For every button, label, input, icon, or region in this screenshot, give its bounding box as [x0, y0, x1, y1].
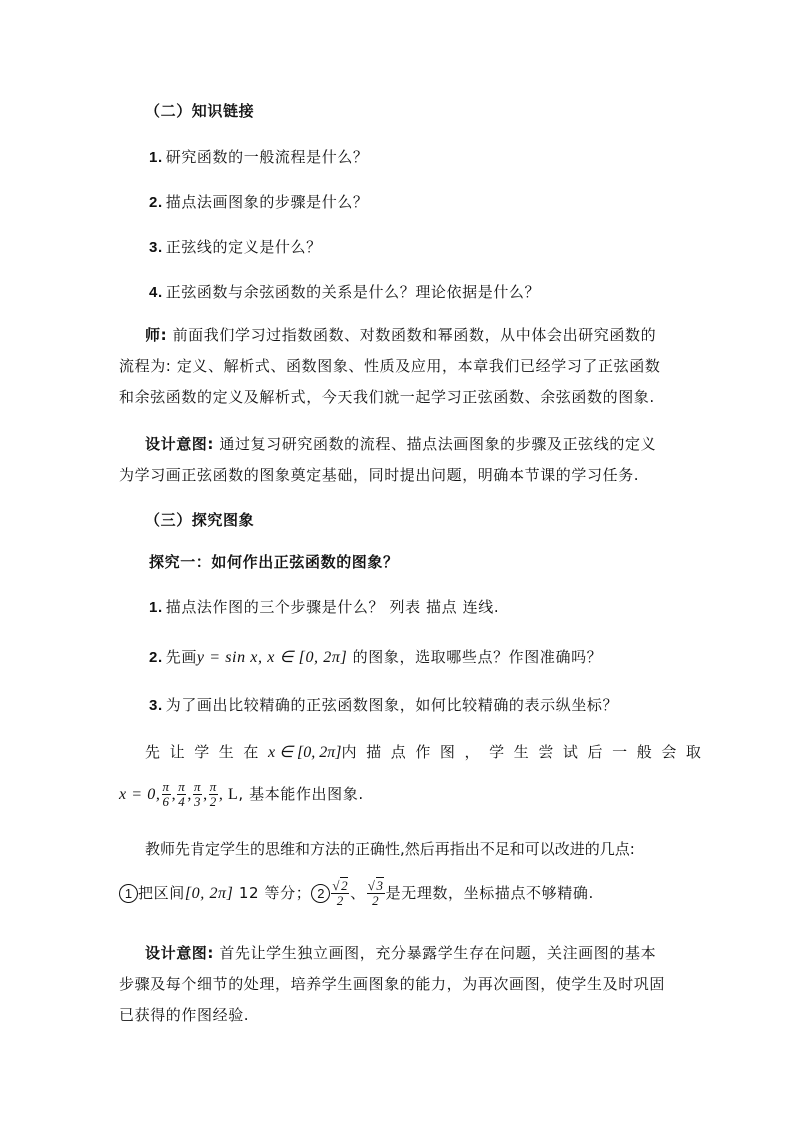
improvement-points [119, 875, 594, 911]
intent-line-1 [145, 434, 656, 454]
radicand: 2 [341, 878, 349, 893]
intent2-line-3: 已获得的作图经验. [119, 1006, 250, 1024]
frac-numerator: π [209, 779, 217, 794]
frac-denominator: 2 [209, 794, 217, 809]
question-text: 先画 [165, 648, 197, 666]
frac-numerator: π [193, 779, 202, 794]
point-text: 把区间 [138, 884, 185, 902]
question-text: 正弦线的定义是什么？ [165, 238, 322, 256]
fraction-pi-over-4 [177, 780, 186, 809]
question-text: 的图象，选取哪些点？作图准确吗？ [347, 648, 603, 666]
question-number: 3. [149, 239, 163, 256]
student-text: 先让学生在 [145, 743, 269, 761]
teacher-note: 教师先肯定学生的思维和方法的正确性,然后再指出不足和可以改进的几点: [145, 840, 635, 858]
explore-question-3 [149, 695, 618, 716]
circled-number-1: 1 [119, 884, 138, 903]
section-heading-explore-graph: （三）探究图象 [145, 511, 255, 529]
intent-line-2: 为学习画正弦函数的图象奠定基础，同时提出问题，明确本节课的学习任务. [119, 466, 640, 484]
question-1 [149, 147, 369, 168]
question-3 [149, 237, 322, 258]
frac-denominator: 4 [178, 794, 186, 809]
teacher-line-2: 流程为: 定义、解析式、函数图象、性质及应用，本章我们已经学习了正弦函数 [119, 357, 661, 375]
question-text: 描点法作图的三个步骤是什么？ 列表 描点 连线. [165, 598, 500, 616]
question-text: 为了画出比较精确的正弦函数图象，如何比较精确的表示纵坐标？ [165, 696, 619, 714]
student-text: , 基本能作出图象. [238, 785, 364, 803]
teacher-line-1 [145, 325, 656, 345]
student-line-2: x = 0, $\frac{\pi}{6}$ , $\frac{\pi}{4}$ , $\frac{\pi}{3}$ , $\frac{\pi}{2}$ , L, 基本能作出图象. [119, 779, 364, 809]
ellipsis-symbol: L [228, 786, 239, 803]
intent2-line-2: 步骤及每个细节的处理，培养学生画图象的能力，为再次画图，使学生及时巩固 [119, 975, 666, 993]
explore-question-2 [149, 647, 602, 668]
question-number: 3. [149, 697, 163, 714]
point-text: 12 等分； [233, 884, 312, 902]
intent2-line-1 [145, 943, 656, 963]
teacher-line-3: 和余弦函数的定义及解析式，今天我们就一起学习正弦函数、余弦函数的图象. [119, 388, 655, 406]
point-text: 是无理数，坐标描点不够精确. [385, 884, 594, 902]
interval-formula: [0, 2π] [184, 885, 234, 902]
question-number: 1. [149, 599, 163, 616]
question-number: 2. [149, 194, 163, 211]
question-number: 4. [149, 284, 163, 301]
question-text: 描点法画图象的步骤是什么？ [165, 193, 369, 211]
question-text: 研究函数的一般流程是什么？ [165, 148, 369, 166]
sine-formula: y = sin x, x ∈ [0, 2π] [196, 649, 348, 666]
intent-text: 通过复习研究函数的流程、描点法画图象的步骤及正弦线的定义 [214, 435, 657, 453]
fraction-sqrt2-over-2: $\frac{√2}{2}$ [332, 878, 349, 908]
question-2 [149, 192, 369, 213]
interval-formula: x ∈ [0, 2π] [268, 744, 342, 761]
radicand: 3 [376, 878, 384, 893]
section-heading-knowledge-link: （二）知识链接 [145, 102, 255, 120]
question-4 [149, 282, 540, 303]
explore-question-1 [149, 597, 499, 618]
fraction-sqrt3-over-2: $\frac{√3}{2}$ [367, 878, 384, 908]
frac-denominator: 6 [162, 794, 170, 809]
x-values-start: x = 0, [119, 786, 161, 803]
student-line-1 [145, 742, 711, 763]
circled-number-2: 2 [311, 884, 330, 903]
teacher-lead: 师: [145, 326, 168, 344]
question-number: 1. [149, 149, 163, 166]
frac-denominator: 3 [193, 794, 202, 809]
fraction-pi-over-6 [162, 780, 171, 809]
student-text: 内描点作图，学生尝试后一般会取 [341, 743, 711, 761]
separator: 、 [350, 884, 366, 902]
question-number: 2. [149, 649, 163, 666]
explore-one-title: 探究一：如何作出正弦函数的图象？ [149, 553, 399, 571]
frac-numerator: π [178, 779, 186, 794]
intent-lead: 设计意图: [145, 435, 214, 453]
frac-denominator: 2 [336, 893, 344, 908]
frac-denominator: 2 [372, 893, 380, 908]
frac-numerator: π [162, 779, 170, 794]
intent-text: 首先让学生独立画图，充分暴露学生存在问题，关注画图的基本 [214, 944, 657, 962]
question-text: 正弦函数与余弦函数的关系是什么？理论依据是什么？ [165, 283, 541, 301]
fraction-pi-over-3 [193, 780, 202, 809]
teacher-text: 前面我们学习过指数函数、对数函数和幂函数，从中体会出研究函数的 [167, 326, 657, 344]
intent-lead: 设计意图: [145, 944, 214, 962]
fraction-pi-over-2 [209, 780, 218, 809]
